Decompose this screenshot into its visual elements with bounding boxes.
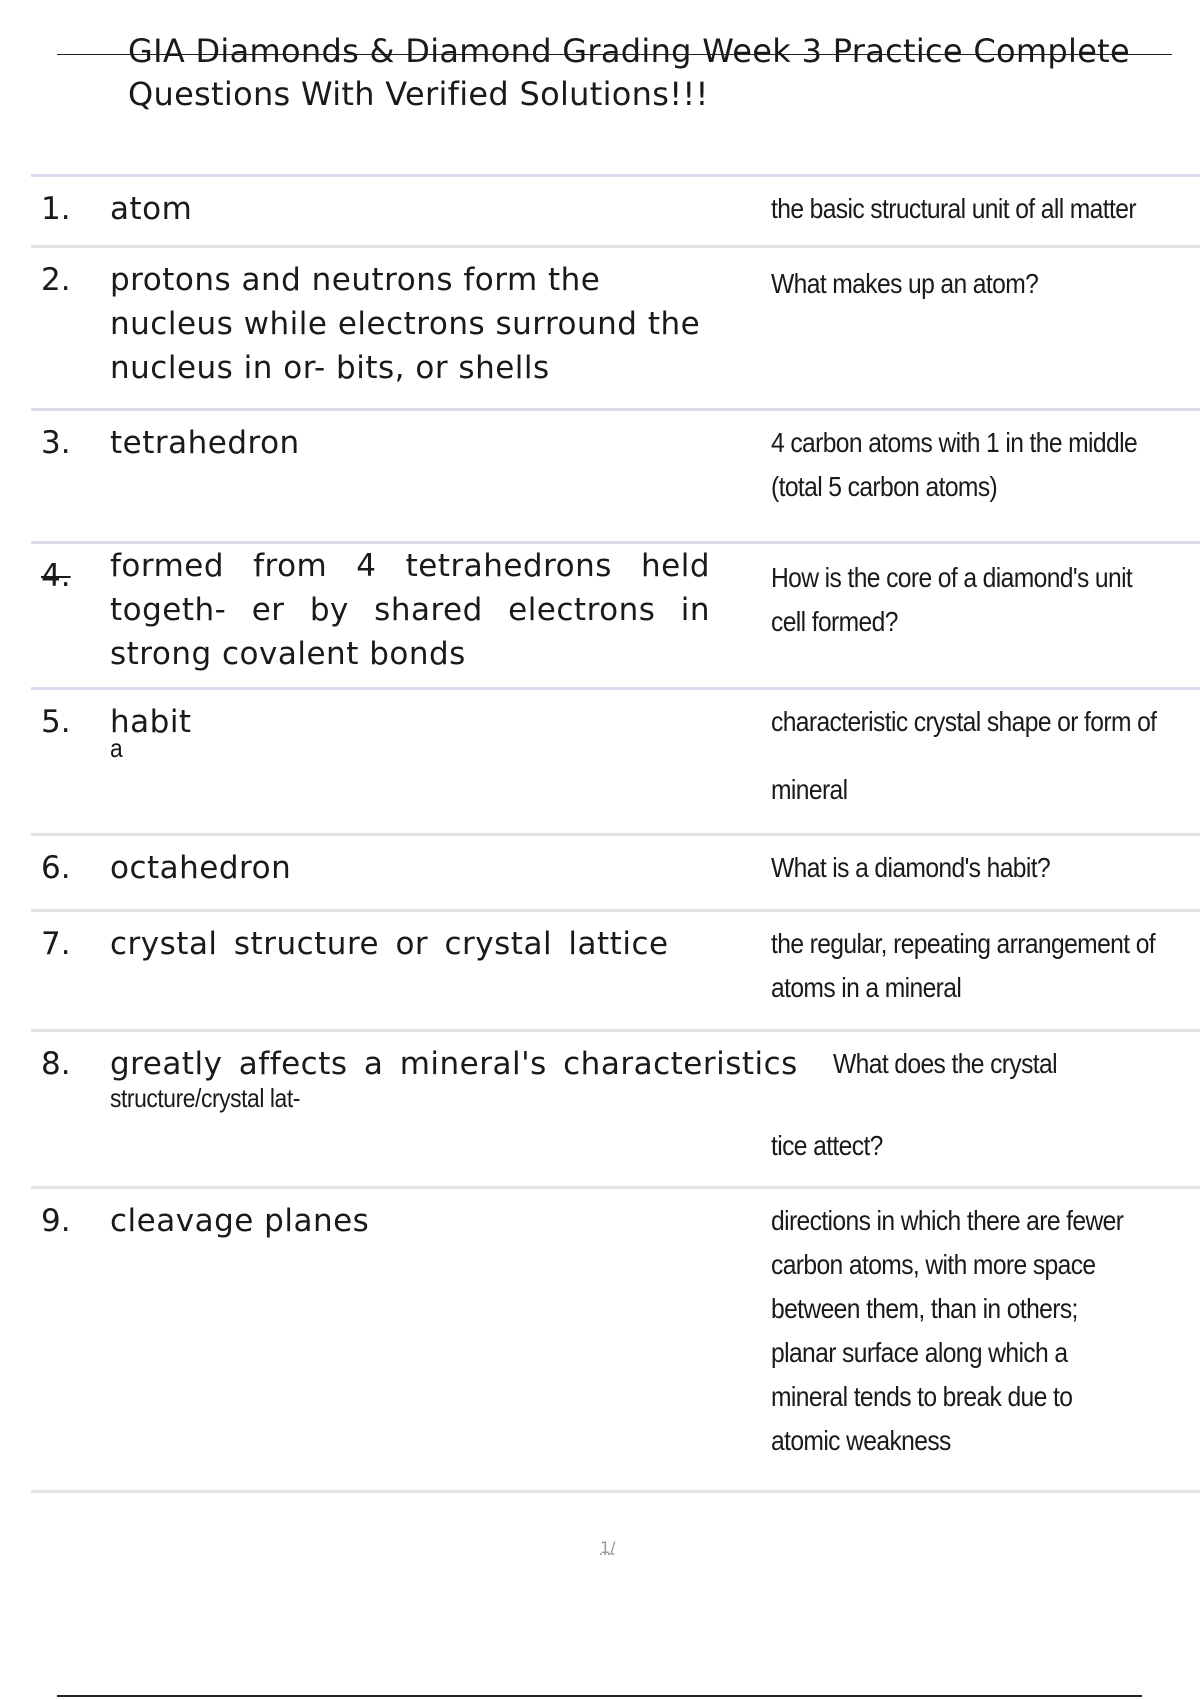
row-term: atom [110, 191, 193, 227]
row-definition: the regular, repeating arrangement of atoms in a mineral [771, 928, 1156, 1003]
row-term: greatly affects a mineral's characteristics [110, 1046, 798, 1082]
row-definition: the basic structural unit of all matter [771, 193, 1136, 224]
row-term: cleavage planes [110, 1203, 370, 1239]
row-number: 8. [41, 1046, 71, 1082]
table-bottom-rule [31, 1490, 1200, 1493]
row-number: 7. [41, 926, 71, 962]
page-title [128, 30, 1178, 116]
table-row [31, 833, 1200, 912]
table-row [31, 1029, 1200, 1189]
table-row [31, 1186, 1200, 1493]
row-number: 9. [41, 1203, 71, 1239]
row-number: 6. [41, 850, 71, 886]
row-definition: What makes up an atom? [771, 268, 1039, 299]
row-number: 2. [41, 262, 71, 298]
row-term: octahedron [110, 850, 292, 886]
row-definition: directions in which there are fewer carbon atoms, with more space between them, than in others; planar surface along which a mineral tends to break due to atomic weakness [771, 1205, 1124, 1456]
table-row [31, 541, 1200, 690]
page-title-line-2: Questions With Verified Solutions!!! [128, 75, 709, 113]
row-number: 4. [41, 558, 71, 594]
table-row [31, 687, 1200, 836]
table-row [31, 245, 1200, 411]
table-row [31, 909, 1200, 1032]
row-definition: 4 carbon atoms with 1 in the middle (total 5 carbon atoms) [771, 427, 1138, 502]
row-definition: How is the core of a diamond's unit cell formed? [771, 562, 1133, 637]
row-definition-continued: mineral [771, 774, 848, 805]
row-term: protons and neutrons form the nucleus while electrons surround the nucleus in or- bits, or shells [110, 262, 701, 386]
row-term-sub: structure/crystal lat- [110, 1083, 300, 1113]
row-definition: characteristic crystal shape or form of [771, 706, 1157, 737]
row-definition-continued: tice attect? [771, 1130, 883, 1161]
row-number: 1. [41, 191, 71, 227]
row-number: 3. [41, 425, 71, 461]
table-row [31, 408, 1200, 544]
row-number: 5. [41, 704, 71, 740]
page-number: 1/ [600, 1538, 616, 1557]
row-term: formed from 4 tetrahedrons held togeth- er by shared electrons in strong covalent bonds [110, 548, 710, 672]
row-definition: What is a diamond's habit? [771, 852, 1051, 883]
row-term-sub: a [110, 733, 123, 763]
row-definition: What does the crystal [833, 1048, 1057, 1079]
table-row [31, 174, 1200, 247]
row-term: habit [110, 704, 192, 740]
page-title-line-1: GIA Diamonds & Diamond Grading Week 3 Practice Complete [128, 32, 1131, 70]
footer-rule [57, 1695, 1142, 1697]
row-term: tetrahedron [110, 425, 300, 461]
row-term: crystal structure or crystal lattice [110, 926, 669, 962]
